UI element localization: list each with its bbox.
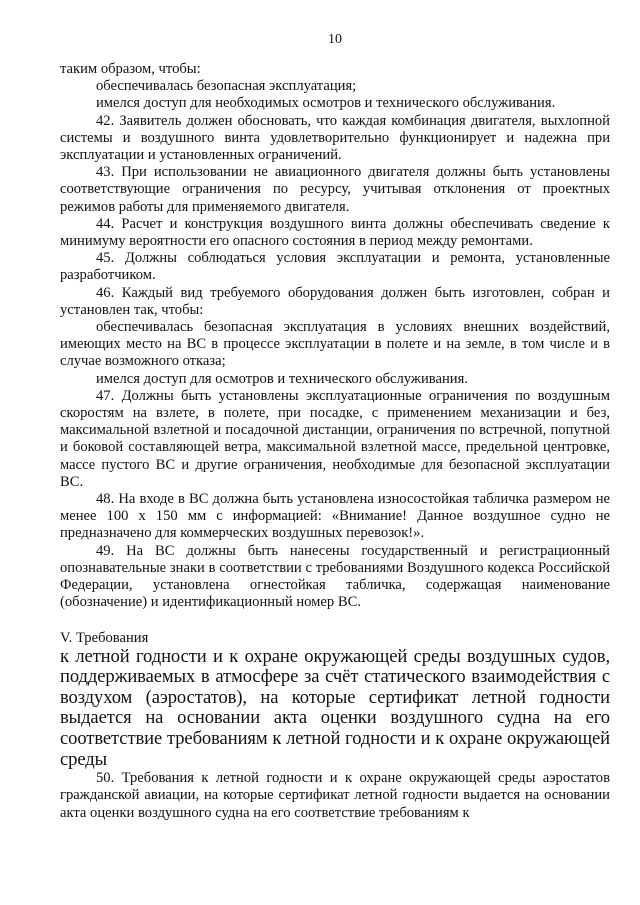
paragraph-47: 47. Должны быть установлены эксплуатационные ограничения по воздушным скоростям на взлете, в полете, при посадке, с применением механизации и без, максимальной взлетной и посадочной дистанции, ограничения по встречной, попутной и боковой составляющей ветра, максимальной взлетной массе, предельной центровке, массе пустого ВС и другие ограничения, необходимые для безопасной эксплуатации ВС. [60,387,610,490]
paragraph: имелся доступ для осмотров и технического обслуживания. [96,370,468,387]
page-number: 10 [328,32,342,47]
section-heading [60,630,610,771]
paragraph: обеспечивалась безопасная эксплуатация в условиях внешних воздействий, имеющих место на ВС в процессе эксплуатации в полете и на земле, в том числе и в случае возможного отказа; [60,319,610,370]
paragraph-42: 42. Заявитель должен обосновать, что каждая комбинация двигателя, выхлопной системы и воздушного винта удовлетворительно функционирует и надежна при эксплуатации и установленных ограничений. [60,112,610,164]
document-body [60,61,610,822]
paragraph-46: 46. Каждый вид требуемого оборудования должен быть изготовлен, собран и установлен так, чтобы: [60,284,610,318]
paragraph-44: 44. Расчет и конструкция воздушного винта должны обеспечивать сведение к минимуму вероятности его опасного состояния в период между ремонтами. [60,215,610,250]
section-subtitle: к летной годности и к охране окружающей среды воздушных судов, поддерживаемых в атмосфере за счёт статического взаимодействия с воздухом (аэростатов), на которые сертификат летной годности выдается на основании акта оценки воздушного судна на его соответствие требованиям к летной годности и к охране окружающей среды [60,645,610,770]
paragraph-43: 43. При использовании не авиационного двигателя должны быть установлены соответствующие ограничения по ресурсу, учитывая отклонения от проектных режимов работы для применяемого двигателя. [60,164,610,215]
paragraph-45: 45. Должны соблюдаться условия эксплуатации и ремонта, установленные разработчиком. [60,250,610,284]
section-title: V. Требования [60,629,149,646]
paragraph: обеспечивалась безопасная эксплуатация; [96,78,357,95]
paragraph-48: 48. На входе в ВС должна быть установлена износостойкая табличка размером не менее 100 x 150 мм с информацией: «Внимание! Данное воздушное судно не предназначено для коммерческих воздушных перевозок!». [60,491,610,542]
paragraph-50: 50. Требования к летной годности и к охране окружающей среды аэростатов гражданской авиации, на которые сертификат летной годности выдается на основании акта оценки воздушного судна на его соответствие требованиям к [60,770,610,821]
paragraph: таким образом, чтобы: [60,61,201,77]
paragraph: имелся доступ для необходимых осмотров и технического обслуживания. [96,95,556,112]
paragraph-49: 49. На ВС должны быть нанесены государственный и регистрационный опознавательные знаки в соответствии с требованиями Воздушного кодекса Российской Федерации, установлена огнестойкая табличка, содержащая наименование (обозначение) и идентификационный номер ВС. [60,542,610,611]
